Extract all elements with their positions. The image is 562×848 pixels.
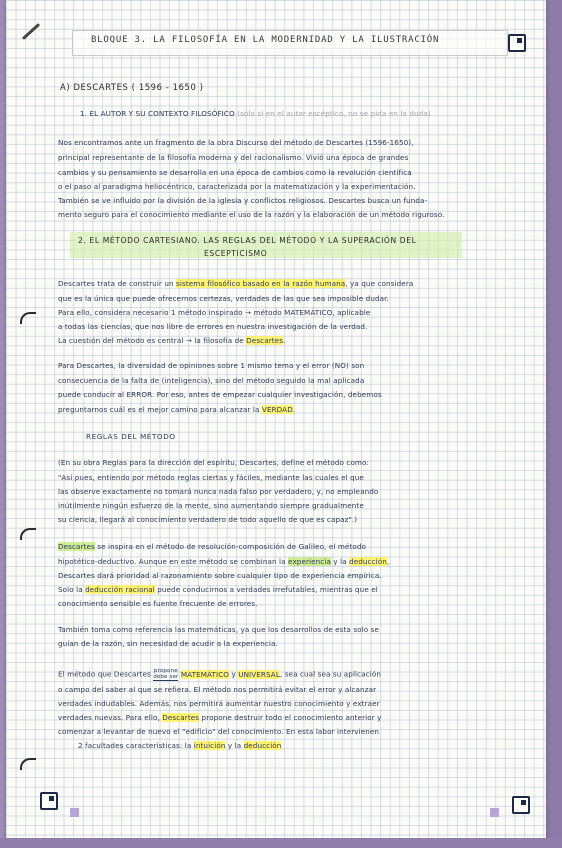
subsection-1-note: (sólo si en el autor escéptico, no se pida en la duda) xyxy=(237,109,431,118)
highlight-span: UNIVERSAL xyxy=(238,669,280,679)
para3-line: puede conducir al ERROR. Por eso, antes de empezar cualquier investigación, debemos xyxy=(58,390,382,399)
highlight-span: deducción xyxy=(349,557,387,566)
para5-line xyxy=(58,585,378,594)
para3-line: Para Descartes, la diversidad de opiniones sobre 1 mismo tema y el error (NO) son xyxy=(58,361,365,370)
para3-line xyxy=(58,405,295,414)
text-span: El método que Descartes xyxy=(58,669,154,679)
text-span: se inspira en el método de resolución-composición de Galileo, el método xyxy=(94,542,367,551)
para7-line xyxy=(58,668,381,681)
text-span: propone destruir todo el conocimiento anterior y xyxy=(199,713,382,722)
para5-line xyxy=(58,542,366,551)
text-span: , ya que considera xyxy=(345,279,414,288)
purple-square-icon xyxy=(70,808,79,817)
section-2-title-line2: ESCEPTICISMO xyxy=(204,249,268,258)
page-title: BLOQUE 3. LA FILOSOFÍA EN LA MODERNIDAD Y LA ILUSTRACIÓN xyxy=(91,35,440,45)
para7-line xyxy=(58,713,382,722)
annotation-bottom: debe ser xyxy=(153,674,179,680)
text-span: , sea cual sea su aplicación xyxy=(279,669,382,679)
highlight-span: intuición xyxy=(193,741,226,750)
subsection-1-main: 1. EL AUTOR Y SU CONTEXTO FILOSÓFICO xyxy=(80,109,235,118)
para4-line: inútilmente ningún esfuerzo de la mente, sino aumentando siempre gradualmente xyxy=(58,501,364,510)
text-span: puede conducirnos a verdades irrefutables, mientras que el xyxy=(154,585,378,594)
subsection-1-title xyxy=(80,109,431,118)
para4-line: (En su obra Reglas para la dirección del espíritu, Descartes, define el método como: xyxy=(58,458,370,467)
section-a-title: A) DESCARTES ( 1596 - 1650 ) xyxy=(60,82,204,92)
bottom-binder-edge xyxy=(0,838,562,848)
text-span: . xyxy=(292,405,296,414)
para1-line: o el paso al paradigma heliocéntrico, caracterizada por la matematización y la experimentación. xyxy=(58,182,416,191)
bookmark-icon xyxy=(512,796,530,814)
para4-line: su ciencia, llegará al conocimiento verdadero de todo aquello de que es capaz".) xyxy=(58,515,358,524)
para2-line: a todas las ciencias, que nos libre de errores en nuestra investigación de la verdad. xyxy=(58,322,368,331)
para2-line xyxy=(58,279,413,288)
highlight-span: deducción racional xyxy=(85,585,155,594)
punch-hole-icon xyxy=(20,312,36,324)
text-span: y la xyxy=(225,741,244,750)
text-span: Descartes trata de construir un xyxy=(58,279,177,288)
para6-line: guían de la razón, sin necesidad de acudir a la experiencia. xyxy=(58,639,278,648)
para7-line xyxy=(78,741,281,750)
para7-line: verdades indudables. Además, nos permitirá aumentar nuestro conocimiento y extraer xyxy=(58,699,380,708)
para5-line: Descartes dará prioridad al razonamiento sobre cualquier tipo de experiencia empírica. xyxy=(58,571,382,580)
text-span: verdades nuevas. Para ello, xyxy=(58,713,163,722)
bookmark-icon xyxy=(40,792,58,810)
highlight-span: MATEMÁTICO xyxy=(180,669,230,679)
para4-line: las observe exactamente no tomará nunca nada falso por verdadero, y, no empleando xyxy=(58,487,379,496)
reglas-heading: REGLAS DEL MÉTODO xyxy=(86,432,176,441)
highlight-span: Descartes xyxy=(246,336,284,345)
bookmark-icon xyxy=(508,34,526,52)
highlight-span: deducción xyxy=(243,741,282,750)
text-span: 2 facultades características: la xyxy=(78,741,194,750)
text-span: . xyxy=(283,336,286,345)
para1-line: También se ve influido por la división de la iglesia y conflictos religiosos. Descartes busca un funda- xyxy=(58,196,428,205)
section-2-title-line1: 2. EL MÉTODO CARTESIANO. LAS REGLAS DEL MÉTODO Y LA SUPERACIÓN DEL xyxy=(78,236,417,245)
para1-line: mento seguro para el conocimiento mediante el uso de la razón y la elaboración de un método riguroso. xyxy=(58,210,445,219)
notebook-page xyxy=(6,0,546,840)
right-binder-edge xyxy=(546,0,562,848)
para4-line: "Así pues, entiendo por método reglas ciertas y fáciles, mediante las cuales el que xyxy=(58,473,364,482)
text-span: y la xyxy=(330,557,350,566)
pen-mark xyxy=(22,23,40,40)
highlight-span: VERDAD xyxy=(261,405,293,414)
highlight-span: Descartes xyxy=(58,542,95,551)
punch-hole-icon xyxy=(20,758,36,770)
para1-line: principal representante de la filosofía moderna y del racionalismo. Vivió una época de grandes xyxy=(58,153,409,162)
text-span: La cuestión del método es central → la filosofía de xyxy=(58,336,247,345)
para5-line: conocimiento sensible es fuente frecuente de errores. xyxy=(58,599,258,608)
para2-line: que es la única que puede ofrecernos certezas, verdades de las que sea imposible dudar. xyxy=(58,294,389,303)
header-box xyxy=(72,30,508,56)
para2-line: Para ello, considera necesario 1 método inspirado → método MATEMÁTICO, aplicable xyxy=(58,308,371,317)
annotation xyxy=(153,668,178,681)
purple-square-icon xyxy=(490,808,499,817)
para2-line xyxy=(58,336,285,345)
text-span: y xyxy=(229,669,239,679)
para1-line: cambios y su pensamiento se desarrolla en una época de cambios como la revolución científica xyxy=(58,168,412,177)
highlight-span: Descartes xyxy=(162,713,200,722)
highlight-span: sistema filosófico basado en la razón humana xyxy=(176,279,346,288)
para7-line: o campo del saber al que se refiera. El método nos permitirá evitar el error y alcanzar xyxy=(58,685,377,694)
para7-line: comenzar a levantar de nuevo el "edificio" del conocimiento. En esta labor intervienen xyxy=(58,727,380,736)
text-span: Solo la xyxy=(58,585,86,594)
highlight-span: experiencia xyxy=(288,557,331,566)
para5-line xyxy=(58,557,389,566)
text-span: , xyxy=(386,557,390,566)
annotation-top: propone xyxy=(153,668,178,674)
para6-line: También toma como referencia las matemáticas, ya que los desarrollos de esta solo se xyxy=(58,625,380,634)
para3-line: consecuencia de la falta de (inteligencia), sino del método seguido la mal aplicada xyxy=(58,376,365,385)
text-span: preguntarnos cuál es el mejor camino para alcanzar la xyxy=(58,405,262,414)
para1-line: Nos encontramos ante un fragmento de la obra Discurso del método de Descartes (1596-1650), xyxy=(58,138,414,147)
punch-hole-icon xyxy=(20,528,36,540)
text-span: hipotético-deductivo. Aunque en este método se combinan la xyxy=(58,557,289,566)
